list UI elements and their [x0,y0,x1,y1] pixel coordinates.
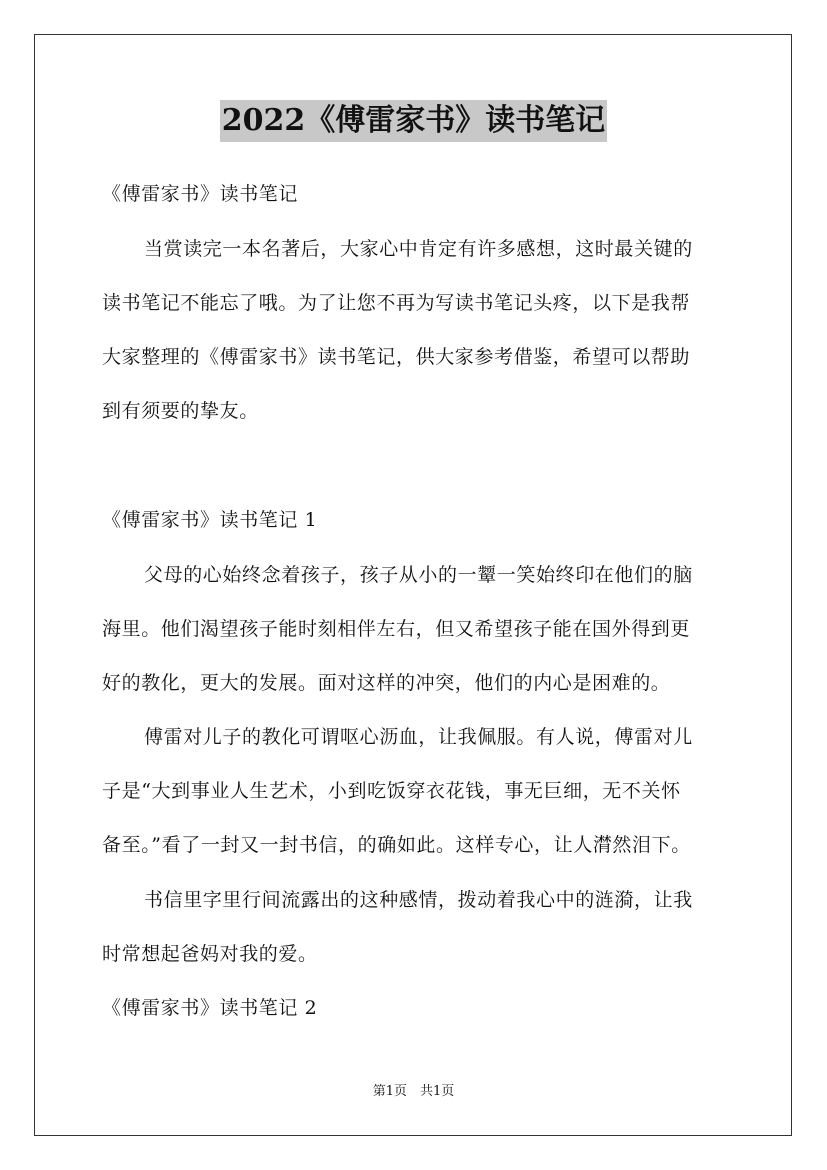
intro-line-2: 读书笔记不能忘了哦。为了让您不再为写读书笔记头疼，以下是我帮 [102,292,691,314]
para3-line-2: 时常想起爸妈对我的爱。 [102,943,318,965]
page-number: 第1页 共1页 [372,1084,455,1099]
intro-line-1: 当赏读完一本名著后，大家心中肯定有许多感想，这时最关键的 [144,238,693,260]
para2-line-2: 子是“大到事业人生艺术，小到吃饭穿衣花钱，事无巨细，无不关怀 [102,780,681,802]
intro-line-3: 大家整理的《傅雷家书》读书笔记，供大家参考借鉴，希望可以帮助 [102,346,691,368]
document-title: 2022《傅雷家书》读书笔记 [220,100,608,142]
section-heading-intro: 《傅雷家书》读书笔记 [102,183,299,205]
title-container [0,100,827,142]
section-heading-1: 《傅雷家书》读书笔记 1 [102,509,318,531]
para2-line-1: 傅雷对儿子的教化可谓呕心沥血，让我佩服。有人说，傅雷对儿 [144,726,693,748]
intro-line-4: 到有须要的挚友。 [102,400,259,422]
para3-line-1: 书信里字里行间流露出的这种感情，拨动着我心中的涟漪，让我 [144,889,693,911]
para1-line-1: 父母的心始终念着孩子，孩子从小的一颦一笑始终印在他们的脑 [144,564,693,586]
para1-line-2: 海里。他们渴望孩子能时刻相伴左右，但又希望孩子能在国外得到更 [102,618,691,640]
para1-line-3: 好的教化，更大的发展。面对这样的冲突，他们的内心是困难的。 [102,672,671,694]
para2-line-3: 备至。”看了一封又一封书信，的确如此。这样专心，让人潸然泪下。 [102,834,691,856]
section-heading-2: 《傅雷家书》读书笔记 2 [102,997,318,1019]
